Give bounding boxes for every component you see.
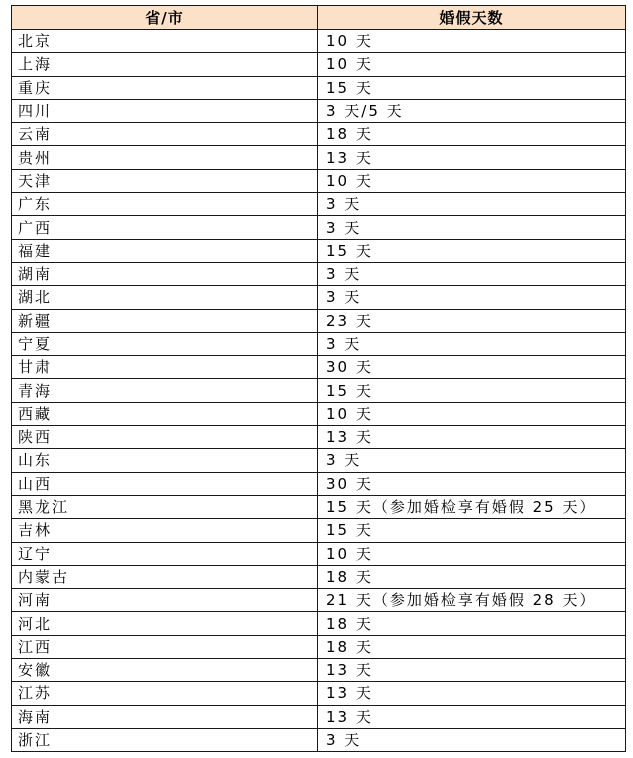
table-row [12,565,626,588]
table-body [12,30,626,752]
province-cell: 江苏 [12,682,318,705]
days-cell: 3 天 [318,262,626,285]
province-cell: 天津 [12,169,318,192]
table-row [12,495,626,518]
days-cell: 21 天（参加婚检享有婚假 28 天） [318,589,626,612]
province-cell: 安徽 [12,659,318,682]
table-row [12,728,626,751]
marriage-leave-table-container [11,5,626,752]
table-row [12,30,626,53]
days-cell: 30 天 [318,472,626,495]
days-cell: 3 天/5 天 [318,99,626,122]
days-cell: 10 天 [318,30,626,53]
days-cell: 15 天 [318,519,626,542]
table-row [12,99,626,122]
days-cell: 10 天 [318,542,626,565]
province-cell: 陕西 [12,426,318,449]
header-row [12,6,626,30]
province-cell: 云南 [12,123,318,146]
province-cell: 河南 [12,589,318,612]
province-cell: 吉林 [12,519,318,542]
province-cell: 西藏 [12,402,318,425]
table-row [12,76,626,99]
province-cell: 宁夏 [12,332,318,355]
table-row [12,426,626,449]
province-cell: 黑龙江 [12,495,318,518]
province-cell: 内蒙古 [12,565,318,588]
days-cell: 15 天 [318,76,626,99]
days-cell: 30 天 [318,356,626,379]
days-cell: 10 天 [318,53,626,76]
days-cell: 3 天 [318,332,626,355]
days-cell: 3 天 [318,728,626,751]
header-province: 省/市 [12,6,318,30]
province-cell: 四川 [12,99,318,122]
province-cell: 海南 [12,705,318,728]
table-row [12,682,626,705]
header-days: 婚假天数 [318,6,626,30]
table-row [12,379,626,402]
table-row [12,193,626,216]
province-cell: 新疆 [12,309,318,332]
table-row [12,123,626,146]
table-row [12,635,626,658]
province-cell: 福建 [12,239,318,262]
province-cell: 广西 [12,216,318,239]
table-row [12,612,626,635]
table-row [12,309,626,332]
marriage-leave-table [11,5,626,752]
province-cell: 上海 [12,53,318,76]
province-cell: 河北 [12,612,318,635]
province-cell: 辽宁 [12,542,318,565]
days-cell: 15 天 [318,239,626,262]
table-row [12,449,626,472]
province-cell: 浙江 [12,728,318,751]
table-row [12,169,626,192]
table-row [12,146,626,169]
table-row [12,589,626,612]
province-cell: 江西 [12,635,318,658]
days-cell: 3 天 [318,286,626,309]
table-row [12,519,626,542]
table-row [12,239,626,262]
days-cell: 15 天 [318,379,626,402]
table-row [12,356,626,379]
days-cell: 23 天 [318,309,626,332]
table-row [12,542,626,565]
days-cell: 10 天 [318,169,626,192]
days-cell: 3 天 [318,193,626,216]
province-cell: 甘肃 [12,356,318,379]
province-cell: 重庆 [12,76,318,99]
days-cell: 13 天 [318,426,626,449]
province-cell: 山西 [12,472,318,495]
table-row [12,472,626,495]
table-row [12,286,626,309]
province-cell: 青海 [12,379,318,402]
table-row [12,705,626,728]
table-row [12,216,626,239]
days-cell: 10 天 [318,402,626,425]
table-row [12,402,626,425]
table-row [12,262,626,285]
days-cell: 3 天 [318,216,626,239]
province-cell: 湖北 [12,286,318,309]
days-cell: 13 天 [318,682,626,705]
table-row [12,332,626,355]
days-cell: 3 天 [318,449,626,472]
days-cell: 18 天 [318,565,626,588]
table-row [12,53,626,76]
days-cell: 13 天 [318,659,626,682]
province-cell: 湖南 [12,262,318,285]
days-cell: 18 天 [318,635,626,658]
days-cell: 13 天 [318,705,626,728]
province-cell: 广东 [12,193,318,216]
days-cell: 18 天 [318,612,626,635]
table-header [12,6,626,30]
province-cell: 北京 [12,30,318,53]
table-row [12,659,626,682]
days-cell: 18 天 [318,123,626,146]
province-cell: 山东 [12,449,318,472]
province-cell: 贵州 [12,146,318,169]
days-cell: 13 天 [318,146,626,169]
days-cell: 15 天（参加婚检享有婚假 25 天） [318,495,626,518]
